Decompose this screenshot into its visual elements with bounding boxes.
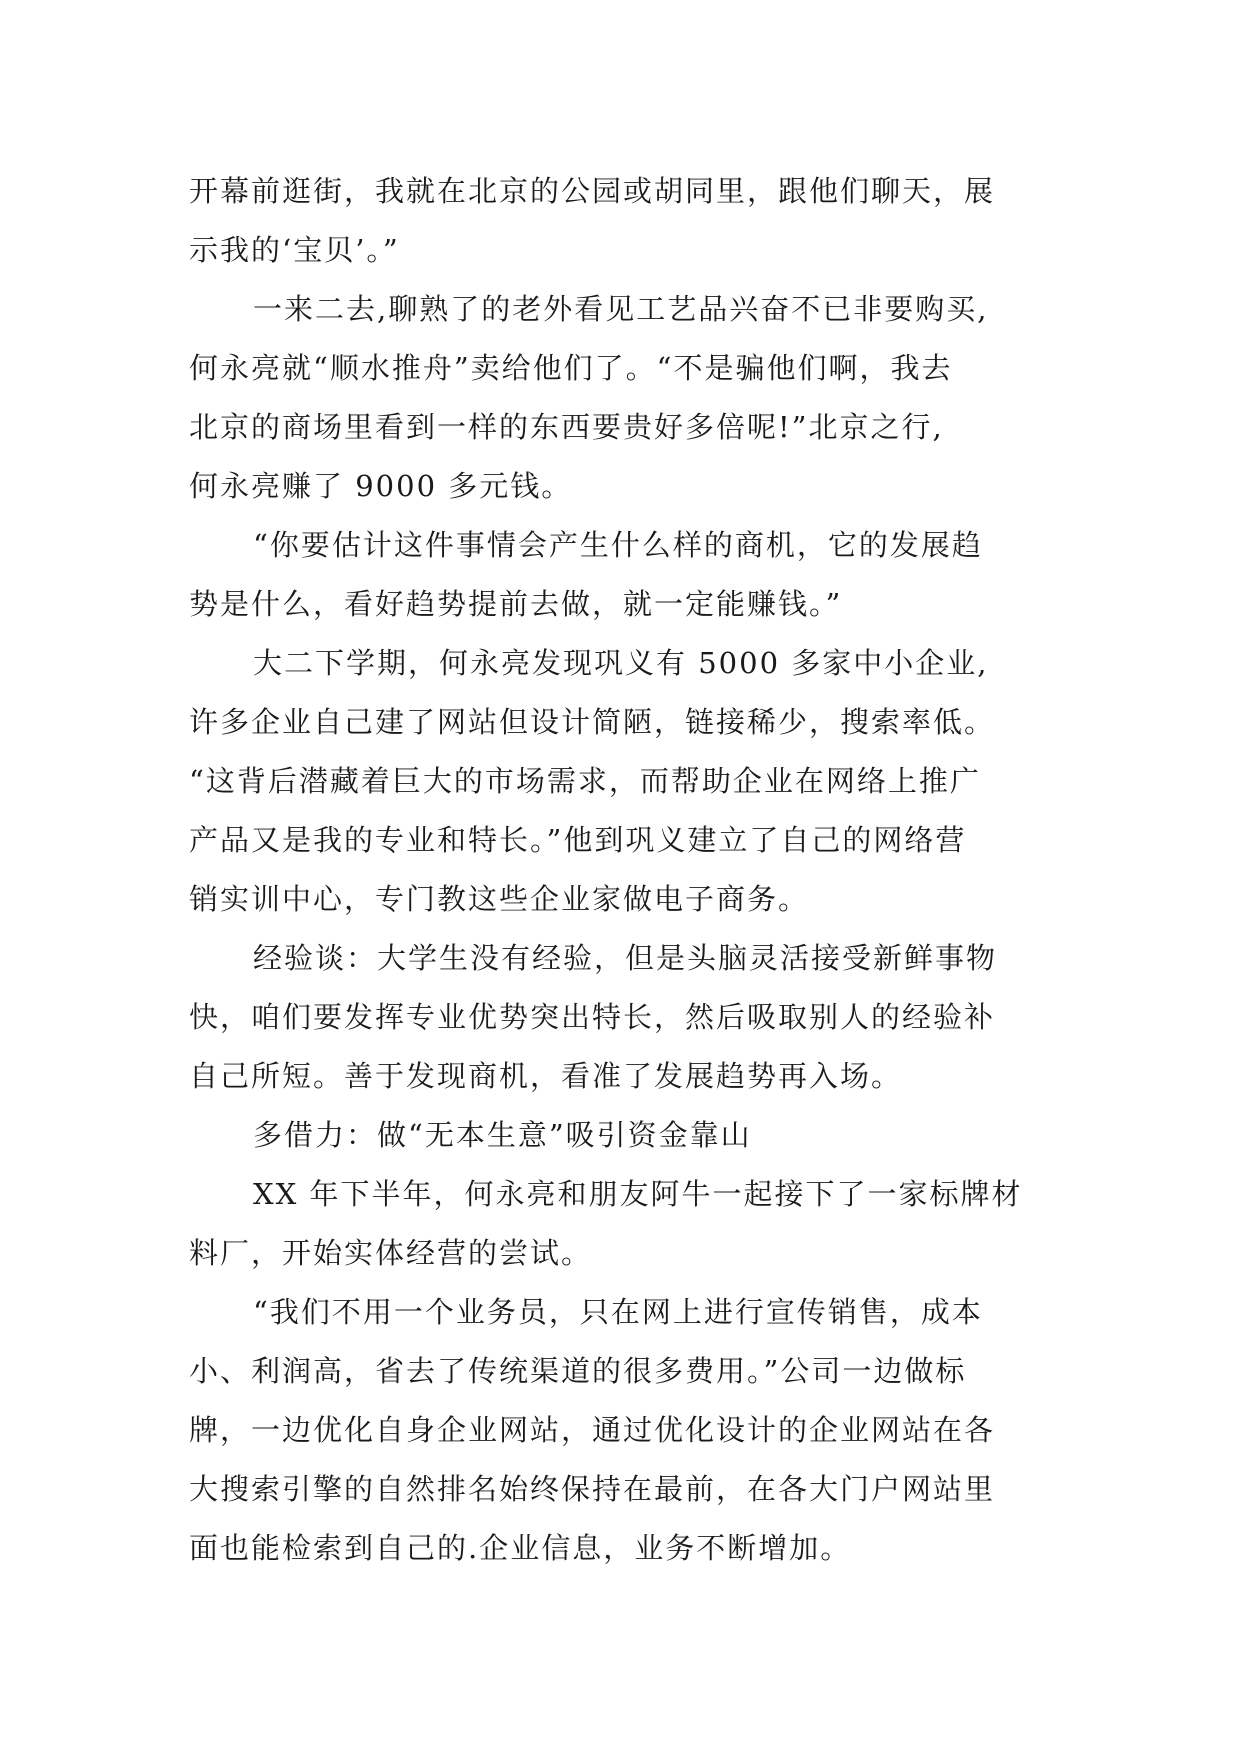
- text-line: 示我的‘宝贝’。”: [189, 233, 400, 267]
- text-line: XX 年下半年，何永亮和朋友阿牛一起接下了一家标牌材: [253, 1177, 1023, 1211]
- text-line: 经验谈：大学生没有经验，但是头脑灵活接受新鲜事物: [253, 941, 998, 975]
- document-body: [189, 162, 1089, 1578]
- text-line: 面也能检索到自己的.企业信息，业务不断增加。: [189, 1531, 852, 1565]
- text-line: 大二下学期，何永亮发现巩义有 5000 多家中小企业,: [253, 646, 989, 680]
- text-line: 一来二去,聊熟了的老外看见工艺品兴奋不已非要购买,: [253, 292, 989, 326]
- section-heading: 多借力：做“无本生意”吸引资金靠山: [253, 1118, 752, 1152]
- text-line: 销实训中心，专门教这些企业家做电子商务。: [189, 882, 810, 916]
- text-line: 北京的商场里看到一样的东西要贵好多倍呢!”北京之行,: [189, 410, 944, 444]
- text-line: 势是什么，看好趋势提前去做，就一定能赚钱。”: [189, 587, 843, 621]
- text-line: 牌，一边优化自身企业网站，通过优化设计的企业网站在各: [189, 1413, 996, 1447]
- text-line: 料厂，开始实体经营的尝试。: [189, 1236, 593, 1270]
- text-line: “我们不用一个业务员，只在网上进行宣传销售，成本: [253, 1295, 983, 1329]
- text-line: “这背后潜藏着巨大的市场需求，而帮助企业在网络上推广: [189, 764, 981, 798]
- text-line: 许多企业自己建了网站但设计简陋，链接稀少，搜索率低。: [189, 705, 996, 739]
- text-line: 何永亮赚了 9000 多元钱。: [189, 469, 573, 503]
- text-line: 小、利润高，省去了传统渠道的很多费用。”公司一边做标: [189, 1354, 967, 1388]
- text-line: 自己所短。善于发现商机，看准了发展趋势再入场。: [189, 1059, 903, 1093]
- text-line: 大搜索引擎的自然排名始终保持在最前，在各大门户网站里: [189, 1472, 996, 1506]
- text-line: “你要估计这件事情会产生什么样的商机，它的发展趋: [253, 528, 983, 562]
- text-line: 开幕前逛街，我就在北京的公园或胡同里，跟他们聊天，展: [189, 174, 996, 208]
- text-line: 何永亮就“顺水推舟”卖给他们了。“不是骗他们啊，我去: [189, 351, 953, 385]
- text-line: 产品又是我的专业和特长。”他到巩义建立了自己的网络营: [189, 823, 967, 857]
- text-line: 快，咱们要发挥专业优势突出特长，然后吸取别人的经验补: [189, 1000, 996, 1034]
